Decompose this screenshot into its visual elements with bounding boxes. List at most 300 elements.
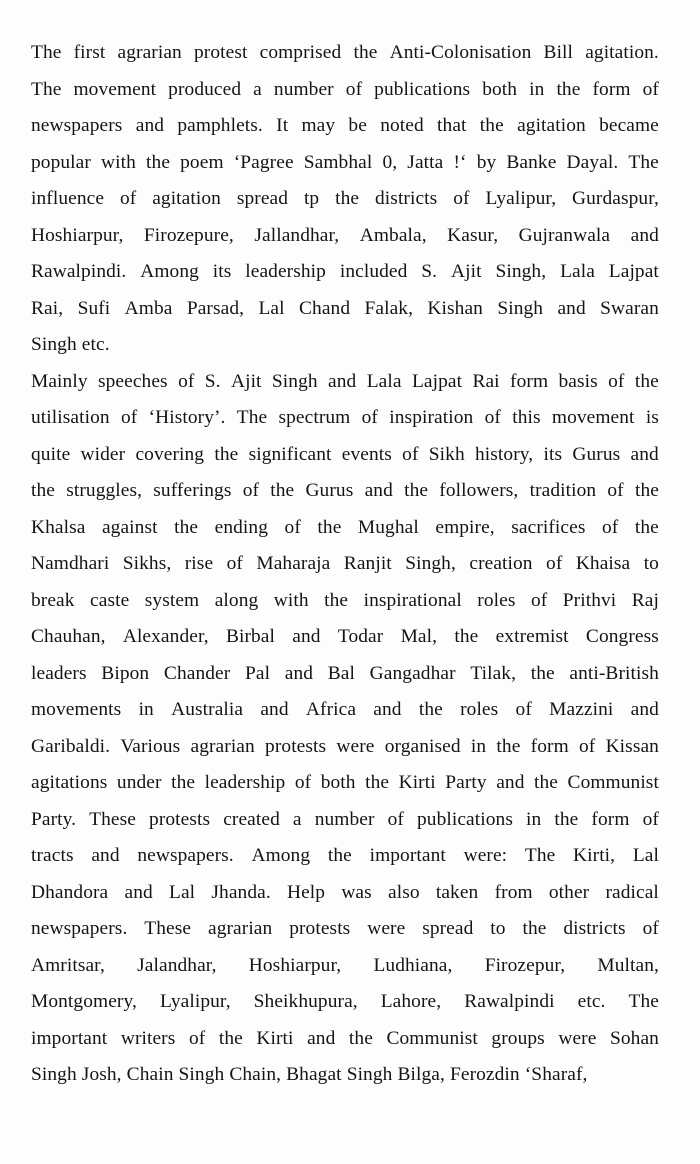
word: ‘Pagree <box>233 151 294 173</box>
word: Todar <box>337 626 384 647</box>
word: of <box>387 808 404 830</box>
word: Jalandhar, <box>137 954 217 976</box>
word: of <box>602 516 619 538</box>
word: included <box>339 261 408 282</box>
word: Kirti <box>256 1027 294 1049</box>
word: the <box>218 1027 243 1049</box>
word: movement <box>73 78 157 100</box>
word: Bilga, <box>397 1064 445 1085</box>
word: protest <box>193 42 248 63</box>
word: of <box>453 188 470 209</box>
word: and <box>630 443 659 465</box>
word: roles <box>477 589 516 611</box>
word: Khalsa <box>31 516 86 538</box>
word: The <box>31 78 62 100</box>
word: Ajit <box>451 261 482 282</box>
word: inspiration <box>389 407 474 428</box>
word: Tilak, <box>470 662 517 684</box>
word: the <box>496 735 521 757</box>
word: and <box>630 224 659 246</box>
word: 0, <box>382 151 398 173</box>
text-line <box>31 619 659 656</box>
word: number <box>273 78 334 100</box>
word: newspapers. <box>31 918 128 939</box>
word: the <box>418 699 443 720</box>
word: its <box>212 261 232 282</box>
word: of <box>119 188 137 209</box>
word: Party <box>445 772 487 793</box>
word: of <box>607 480 624 501</box>
word: of <box>188 1027 206 1049</box>
word: Montgomery, <box>31 991 137 1012</box>
word: created <box>223 808 280 830</box>
word: leadership <box>204 772 286 793</box>
word: form <box>530 735 569 757</box>
word: first <box>73 42 106 63</box>
word: Lal <box>258 297 285 319</box>
word: Kirti, <box>573 845 616 866</box>
word: of <box>608 370 625 392</box>
word: poem <box>180 151 224 173</box>
word: S. <box>204 370 221 392</box>
word: and <box>364 480 393 501</box>
word: the <box>327 845 352 866</box>
word: Bill <box>543 42 574 63</box>
word: and <box>328 370 357 392</box>
word: agrarian <box>190 735 255 757</box>
word: Sambhal <box>303 151 373 173</box>
text-line <box>31 911 659 948</box>
word: Congress <box>585 626 659 647</box>
word: Mainly <box>31 370 88 392</box>
word: districts <box>563 918 626 939</box>
word: etc. <box>577 991 606 1012</box>
word: break <box>31 589 75 611</box>
word: Among <box>251 845 311 866</box>
word: Singh, <box>405 553 456 574</box>
word: Ambala, <box>359 224 427 246</box>
word: be <box>348 115 367 136</box>
word: newspapers <box>31 115 123 136</box>
word: of <box>242 480 260 501</box>
word: to <box>643 553 659 574</box>
word: Pal <box>244 662 271 684</box>
word: were <box>367 918 406 939</box>
text-line <box>31 72 659 109</box>
text-line <box>31 692 659 729</box>
word: of <box>361 407 378 428</box>
word: Dhandora <box>31 881 109 903</box>
word: Kissan <box>605 735 659 757</box>
word: leaders <box>31 662 87 684</box>
word: and <box>284 662 314 684</box>
word: number <box>314 808 375 830</box>
word: in <box>138 699 154 720</box>
word: spread <box>422 918 474 939</box>
word: Birbal <box>225 626 276 647</box>
word: rise <box>184 553 214 574</box>
word: anti-British <box>569 662 659 684</box>
word: the <box>530 662 555 684</box>
word: and <box>292 626 321 647</box>
word: of <box>178 370 195 392</box>
word: by <box>476 151 497 173</box>
word: with <box>273 589 309 611</box>
word: the <box>146 151 171 173</box>
word: Banke <box>506 151 557 173</box>
word: the <box>634 480 659 501</box>
word: empire, <box>435 516 495 538</box>
word: Jallandhar, <box>254 224 340 246</box>
word: of <box>530 589 548 611</box>
text-line <box>31 181 659 218</box>
word: of <box>284 516 301 538</box>
word: Among <box>140 261 199 282</box>
text-line <box>31 291 659 328</box>
word: The <box>31 42 62 63</box>
word: its <box>543 443 563 465</box>
word: Party. <box>31 808 77 830</box>
word: agrarian <box>117 42 182 63</box>
word: to <box>490 918 506 939</box>
word: utilisation <box>31 407 110 428</box>
word: and <box>630 699 659 720</box>
word: The <box>628 991 659 1012</box>
word: Josh, <box>81 1064 122 1085</box>
word: the <box>335 188 360 209</box>
paragraph-2 <box>31 364 659 1094</box>
word: the <box>556 78 581 100</box>
word: influence <box>31 188 105 209</box>
text-line <box>31 510 659 547</box>
word: against <box>101 516 158 538</box>
word: and <box>124 881 153 903</box>
word: protests <box>289 918 351 939</box>
text-line <box>31 1021 659 1058</box>
text-line <box>31 1057 659 1094</box>
word: Kasur, <box>447 224 499 246</box>
word: Singh, <box>495 261 547 282</box>
word: noted <box>380 115 424 136</box>
text-line <box>31 473 659 510</box>
word: of <box>642 78 659 100</box>
text-line <box>31 656 659 693</box>
word: publications <box>416 808 513 830</box>
word: of <box>642 918 659 939</box>
word: tp <box>303 188 320 209</box>
word: Mal, <box>400 626 438 647</box>
word: !‘ <box>453 151 467 173</box>
word: Raj <box>631 589 659 611</box>
word: in <box>470 735 487 757</box>
word: etc. <box>81 334 110 355</box>
word: Rai <box>472 370 500 392</box>
word: newspapers. <box>137 845 234 866</box>
word: movement <box>551 407 635 428</box>
word: speeches <box>97 370 168 392</box>
word: produced <box>168 78 242 100</box>
word: both <box>482 78 518 100</box>
word: spread <box>236 188 289 209</box>
word: Rawalpindi. <box>31 261 127 282</box>
text-line <box>31 583 659 620</box>
word: Chauhan, <box>31 626 106 647</box>
word: Africa <box>305 699 357 720</box>
word: Sikh <box>428 443 465 465</box>
word: organised <box>384 735 461 757</box>
word: Lal <box>632 845 659 866</box>
text-line <box>31 802 659 839</box>
word: Singh <box>31 334 77 355</box>
word: Rai, <box>31 297 64 319</box>
word: were <box>558 1027 597 1049</box>
word: protests <box>265 735 327 757</box>
text-line <box>31 218 659 255</box>
word: Jatta <box>407 151 444 173</box>
text-line <box>31 546 659 583</box>
word: These <box>144 918 192 939</box>
text-line <box>31 838 659 875</box>
word: caste <box>90 589 130 611</box>
word: the <box>171 772 196 793</box>
word: Khaisa <box>575 553 631 574</box>
word: extremist <box>495 626 569 647</box>
word: in <box>526 808 542 830</box>
word: It <box>276 115 289 136</box>
word: Kirti <box>398 772 436 793</box>
text-line <box>31 984 659 1021</box>
word: of <box>642 808 659 830</box>
word: important <box>369 845 446 866</box>
word: history, <box>475 443 534 465</box>
word: agitations <box>31 772 108 793</box>
word: protests <box>149 808 211 830</box>
paragraph-1 <box>31 35 659 364</box>
word: significant <box>248 443 332 465</box>
word: Ajit <box>230 370 262 392</box>
word: Lyalipur, <box>159 991 231 1012</box>
word: the <box>174 516 199 538</box>
word: Chand <box>298 297 351 319</box>
text-line <box>31 765 659 802</box>
word: tracts <box>31 845 74 866</box>
word: Communist <box>567 772 659 793</box>
word: Lajpat <box>411 370 463 392</box>
word: the <box>214 443 239 465</box>
word: Lyalipur, <box>485 188 557 209</box>
word: Ranjit <box>343 553 392 574</box>
word: covering <box>135 443 205 465</box>
word: Chain <box>126 1064 174 1085</box>
word: Sufi <box>77 297 111 319</box>
word: inspirational <box>363 589 462 611</box>
word: ending <box>214 516 269 538</box>
word: and <box>496 772 525 793</box>
word: the <box>634 370 659 392</box>
word: Australia <box>171 699 244 720</box>
word: Garibaldi. <box>31 735 111 757</box>
word: of <box>120 407 138 428</box>
word: with <box>101 151 136 173</box>
word: movements <box>31 699 122 720</box>
word: agitation <box>152 188 221 209</box>
word: Chander <box>163 662 231 684</box>
word: Hoshiarpur, <box>248 954 342 976</box>
word: also <box>388 881 420 903</box>
word: the <box>317 516 342 538</box>
word: Lala <box>560 261 595 282</box>
word: Lahore, <box>380 991 442 1012</box>
word: Chain, <box>229 1064 282 1085</box>
word: Parsad, <box>186 297 245 319</box>
word: of <box>402 443 419 465</box>
text-line <box>31 327 659 364</box>
word: S. <box>421 261 438 282</box>
word: the <box>634 516 659 538</box>
word: Firozepur, <box>484 954 566 976</box>
word: a <box>292 808 302 830</box>
word: ‘History’. <box>148 407 226 428</box>
text-line <box>31 364 659 401</box>
word: is <box>645 407 659 428</box>
word: Help <box>287 881 326 903</box>
word: and <box>373 699 402 720</box>
word: Swaran <box>600 297 659 319</box>
word: ‘Sharaf, <box>524 1064 588 1085</box>
word: sufferings <box>153 480 232 501</box>
word: spectrum <box>278 407 351 428</box>
word: comprised <box>259 42 342 63</box>
word: Communist <box>386 1027 478 1049</box>
word: Mazzini <box>549 699 614 720</box>
word: Gangadhar <box>369 662 456 684</box>
text-line <box>31 254 659 291</box>
word: Jhanda. <box>211 881 271 903</box>
text-line <box>31 729 659 766</box>
word: the <box>554 808 579 830</box>
word: districts <box>375 188 438 209</box>
word: Singh <box>346 1064 393 1085</box>
word: the <box>522 918 547 939</box>
word: Sikhs, <box>122 553 172 574</box>
word: Various <box>120 735 181 757</box>
word: and <box>557 297 586 319</box>
word: the <box>353 42 378 63</box>
word: were: <box>463 845 508 866</box>
word: groups <box>491 1027 545 1049</box>
text-line <box>31 400 659 437</box>
word: publications <box>374 78 471 100</box>
word: tradition <box>529 480 597 501</box>
word: creation <box>469 553 533 574</box>
word: Mughal <box>357 516 419 538</box>
word: Namdhari <box>31 553 110 574</box>
word: the <box>31 480 55 501</box>
word: Lal <box>169 881 196 903</box>
word: the <box>404 480 429 501</box>
word: of <box>546 553 563 574</box>
word: sacrifices <box>511 516 586 538</box>
word: The <box>628 151 659 173</box>
word: Amba <box>124 297 173 319</box>
text-line <box>31 108 659 145</box>
word: of <box>345 78 363 100</box>
word: Sheikhupura, <box>253 991 358 1012</box>
word: of <box>578 735 596 757</box>
word: agitation. <box>585 42 659 63</box>
word: and <box>260 699 289 720</box>
word: quite <box>31 443 71 465</box>
word: radical <box>605 881 659 903</box>
word: Lala <box>366 370 402 392</box>
text-line <box>31 437 659 474</box>
word: The <box>524 845 556 866</box>
word: These <box>89 808 136 830</box>
word: this <box>512 407 541 428</box>
word: agitation <box>517 115 586 136</box>
word: Multan, <box>597 954 659 976</box>
word: Anti-Colonisation <box>389 42 532 63</box>
word: Maharaja <box>256 553 331 574</box>
word: the <box>479 115 504 136</box>
text-line <box>31 875 659 912</box>
word: The <box>236 407 268 428</box>
word: form <box>592 78 631 100</box>
word: the <box>534 772 559 793</box>
word: Alexander, <box>122 626 209 647</box>
word: the <box>270 480 295 501</box>
word: the <box>348 1027 373 1049</box>
word: of <box>484 407 501 428</box>
word: and <box>135 115 165 136</box>
word: under <box>116 772 162 793</box>
word: wider <box>80 443 126 465</box>
word: pamphlets. <box>177 115 263 136</box>
word: of <box>294 772 312 793</box>
word: may <box>301 115 336 136</box>
word: Bal <box>327 662 355 684</box>
word: from <box>494 881 533 903</box>
word: became <box>599 115 659 136</box>
word: a <box>253 78 262 100</box>
word: and <box>307 1027 336 1049</box>
word: agrarian <box>208 918 273 939</box>
word: the <box>454 626 479 647</box>
word: Gurus <box>572 443 621 465</box>
word: the <box>324 589 349 611</box>
word: taken <box>435 881 479 903</box>
word: form <box>591 808 630 830</box>
word: Ferozdin <box>449 1064 520 1085</box>
word: Lajpat <box>608 261 659 282</box>
word: leadership <box>245 261 326 282</box>
word: form <box>510 370 549 392</box>
word: Gurdaspur, <box>572 188 659 209</box>
word: important <box>31 1027 108 1049</box>
word: system <box>144 589 200 611</box>
word: Rawalpindi <box>464 991 555 1012</box>
word: other <box>548 881 590 903</box>
word: events <box>341 443 392 465</box>
word: Bhagat <box>286 1064 342 1085</box>
text-line <box>31 35 659 72</box>
word: Hoshiarpur, <box>31 224 124 246</box>
word: Singh <box>271 370 318 392</box>
text-column <box>31 35 659 1094</box>
word: in <box>529 78 545 100</box>
word: along <box>214 589 259 611</box>
text-line <box>31 145 659 182</box>
